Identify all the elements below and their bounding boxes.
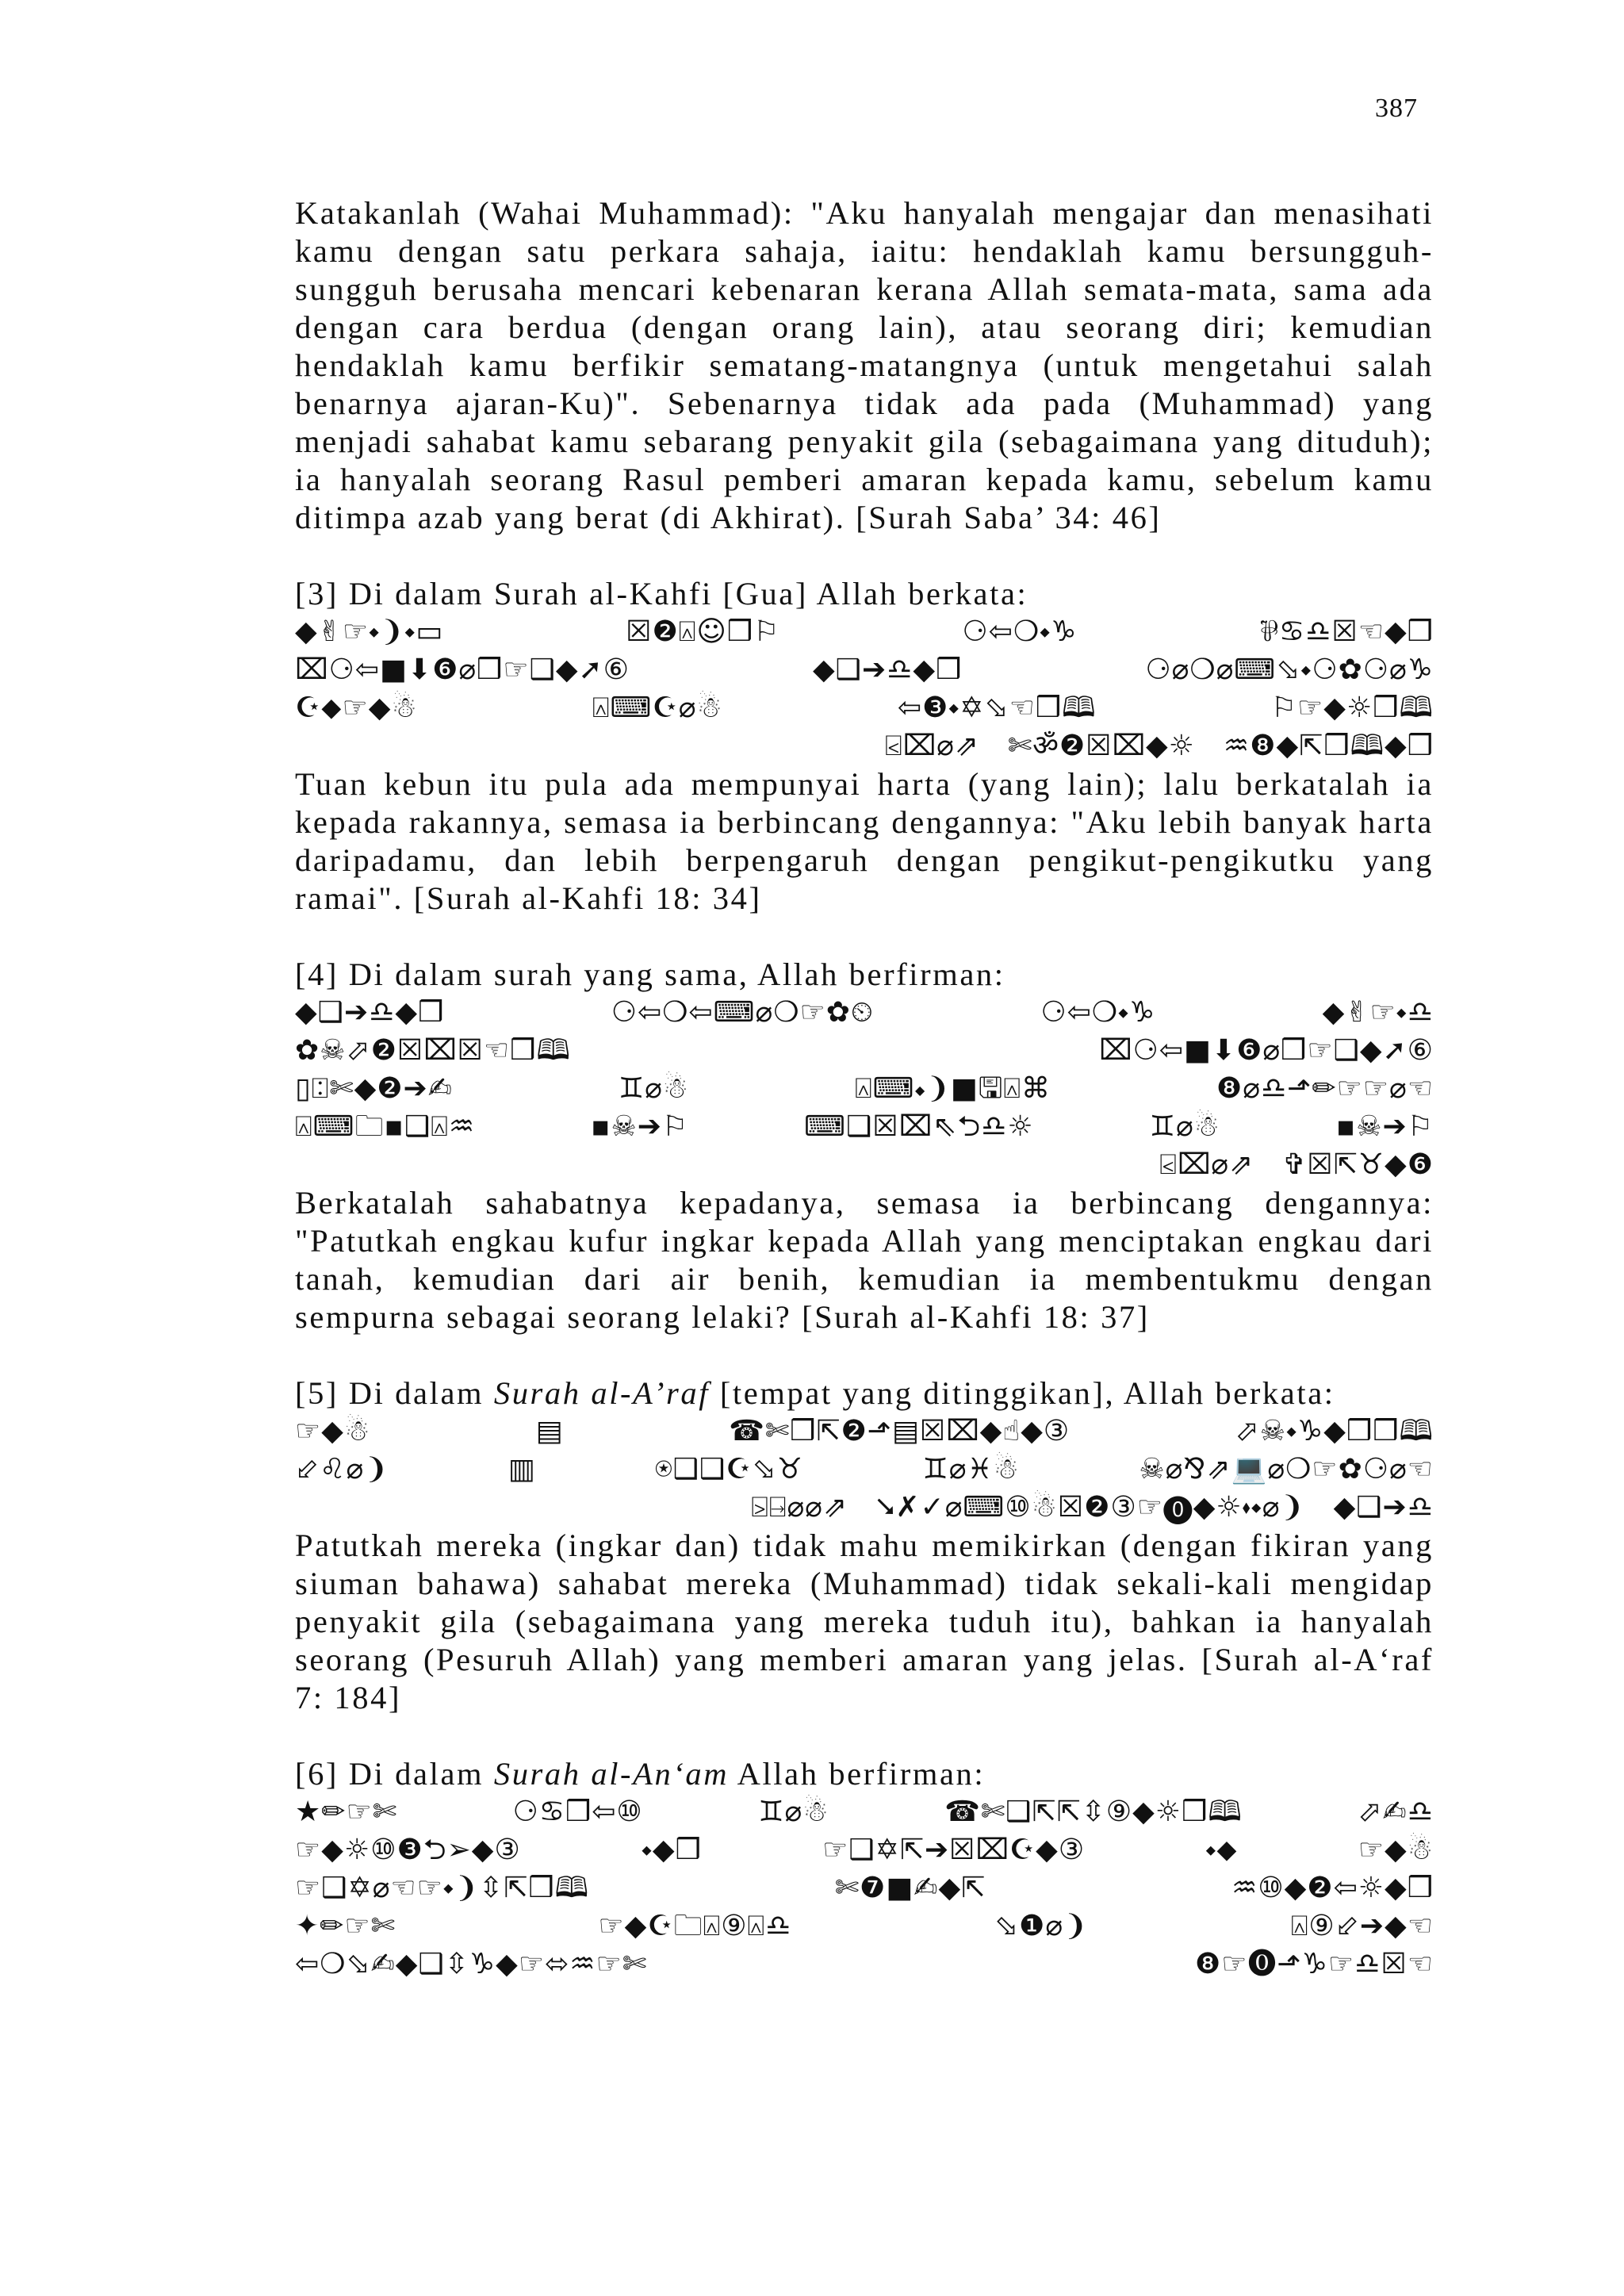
verse-line — [295, 1451, 1434, 1489]
verse-word: ⌨❑☒⌧⇖⮌♎☼ — [804, 1110, 1034, 1143]
verse-line — [295, 1489, 1434, 1527]
verse-word: ⍟❑❑☪⬂♉ — [655, 1453, 803, 1485]
verse-word: ⅌♋♎☒☜◆❒ — [1259, 615, 1434, 648]
verse-word: ⌧⚆⇦■⬇❻⌀❒☞❑◆➚⑥ — [295, 654, 630, 686]
verse-word: ⍓⑨⬃➔◆☜ — [1290, 1910, 1434, 1942]
verse-word: ▯⍠✄◆❷➔✍ — [295, 1072, 453, 1105]
verse-word: ▤ — [535, 1415, 564, 1447]
verse-word: ☒❷⍓☺❒⚐ — [626, 615, 780, 648]
verse-word: ♊⌀☃ — [618, 1072, 690, 1105]
verse-line — [295, 1793, 1434, 1831]
verse-word: ❽☞⓿⬏♑☞♎☒☜ — [1194, 1948, 1434, 1980]
verse-word: ⚆⌀❍⌀⌨⬂⬩⚆✿⚆⌀♑ — [1145, 654, 1434, 686]
surah-name: Surah al-An‘am — [493, 1756, 730, 1792]
verse-word: ◆❑➔♎ — [1333, 1491, 1434, 1524]
verse-word: ⚆⇦❍⬩♑ — [962, 615, 1078, 648]
verse-word: ✄ॐ❷☒⌧◆☼ — [1007, 730, 1195, 762]
verse-word: ✿☠⬀❷☒⌧☒☜❒🕮 — [295, 1034, 571, 1067]
verse-word: ☞❑✡⇱➔☒⌧☪◆③ — [822, 1834, 1086, 1866]
section-6-intro — [295, 1755, 1434, 1793]
verse-word: ☞◆☃ — [1358, 1834, 1434, 1866]
verse-block-5 — [295, 1412, 1434, 1527]
verse-word: ★✏☞✄ — [295, 1796, 397, 1828]
verse-word: ☎✄❒⇱❷⬏▤☒⌧◆☝◆③ — [729, 1415, 1071, 1447]
verse-word: ♒⑩◆❷⇦☼◆❒ — [1231, 1872, 1434, 1904]
verse-word: ⭨✗✓⌀⌨⑩☃☒❷③☞⓿◆☼⬪⬩⌀❩ — [875, 1491, 1305, 1524]
verse-line — [295, 994, 1434, 1032]
verse-word: ♊⌀☃ — [1149, 1110, 1220, 1143]
verse-word: ⬩⬥ — [1205, 1834, 1238, 1866]
verse-word: ⚐☞◆☼❒🕮 — [1270, 692, 1434, 724]
verse-word: ☞◆☼⑩❸⮌➢◆③ — [295, 1834, 521, 1866]
section-4-intro: [4] Di dalam surah yang sama, Allah berfirman: — [295, 956, 1005, 992]
verse-word: ⬂❶⌀❩ — [994, 1910, 1089, 1942]
verse-line — [295, 1108, 1434, 1146]
surah-name: Surah al-A’raf — [493, 1375, 710, 1411]
verse-word: ⚆⇦❍⇦⌨⌀❍☞✿⏲ — [611, 996, 874, 1029]
spacer — [295, 1336, 1434, 1374]
verse-line — [295, 1945, 1434, 1984]
verse-word: ⬀☠⬩♑◆❒❒🕮 — [1235, 1415, 1434, 1447]
intro-prefix: [5] Di dalam — [295, 1375, 494, 1411]
verse-word: ⍓⌨☪⌀☃ — [592, 692, 723, 724]
verse-word: ⌧⚆⇦■⬇❻⌀❒☞❑◆➚⑥ — [1099, 1034, 1434, 1067]
paragraph-5: Patutkah mereka (ingkar dan) tidak mahu memikirkan (dengan fikiran yang siuman bahawa) sahabat mereka (Muhammad) tidak sekali-kali mengidap penyakit gila (sebagaimana yang mereka tuduh itu), bahkan ia hanyalah seorang (Pesuruh Allah) yang memberi amaran yang jelas. [Surah al-A‘raf 7: 184] — [295, 1527, 1434, 1715]
verse-word: ⬀✍♎ — [1358, 1796, 1434, 1828]
section-5-intro — [295, 1374, 1434, 1412]
verse-word: ⚆♋❒⇦⑩ — [512, 1796, 643, 1828]
verse-word: ♒❽◆⇱❒🕮◆❒ — [1223, 730, 1434, 762]
intro-suffix: Allah berfirman: — [729, 1756, 986, 1792]
verse-word: ⚆⇦❍⬩♑ — [1040, 996, 1156, 1029]
verse-line — [295, 1070, 1434, 1108]
verse-word: ♊⌀♓☃ — [922, 1453, 1020, 1485]
verse-word: ◆✌☞⬩♎ — [1322, 996, 1434, 1029]
page-number: 387 — [1375, 94, 1418, 123]
spacer — [295, 1717, 1434, 1755]
verse-block-3 — [295, 613, 1434, 765]
spacer — [295, 537, 1434, 575]
verse-word: ✞☒⇱♉◆❻ — [1282, 1148, 1434, 1181]
verse-word: ✄❼■✍◆⇱ — [834, 1872, 986, 1904]
verse-line — [295, 1032, 1434, 1070]
verse-word: ☎✄❑⇱⇱⇳⑨◆☼❒🕮 — [944, 1796, 1243, 1828]
verse-word: ☠⌀⅋⇗💻⌀❍☞✿⚆⌀☜ — [1139, 1453, 1434, 1485]
paragraph-4: Berkatalah sahabatnya kepadanya, semasa ia berbincang dengannya: "Patutkah engkau kufur ingkar kepada Allah yang menciptakan engkau dari tanah, kemudian dari air benih, kemudian ia membentukmu dengan sempurna sebagai seorang lelaki? [Surah al-Kahfi 18: 37] — [295, 1185, 1434, 1335]
verse-block-4 — [295, 994, 1434, 1184]
spacer — [295, 918, 1434, 956]
verse-word: ⬃♌⌀❩ — [295, 1453, 389, 1485]
verse-line — [295, 1412, 1434, 1451]
verse-block-6 — [295, 1793, 1434, 1984]
verse-word: ⍃⌧⌀⇗ — [1159, 1148, 1254, 1181]
intro-prefix: [6] Di dalam — [295, 1756, 494, 1792]
verse-word: ☞◆☪🗀⍓⑨⍓♎ — [598, 1910, 792, 1942]
verse-word: ◆✌☞⬩❩⬩▭ — [295, 615, 444, 648]
verse-line — [295, 689, 1434, 727]
verse-line — [295, 1907, 1434, 1945]
verse-word: ☪⬥☞◆☃ — [295, 692, 418, 724]
verse-word: ⍄⍈⌀⌀⇗ — [751, 1491, 848, 1524]
verse-word: ▥ — [508, 1453, 536, 1485]
verse-word: ◆❑➔♎◆❒ — [295, 996, 445, 1029]
verse-word: ☞❑✡⌀☜☞⬩❩⇳⇱❒🕮 — [295, 1872, 590, 1904]
paragraph-3: Tuan kebun itu pula ada mempunyai harta (yang lain); lalu berkatalah ia kepada rakannya, semasa ia berbincang dengannya: "Aku lebih banyak harta daripadamu, dan lebih berpengaruh dengan pengikut-pengikutku yang ramai". [Surah al-Kahfi 18: 34] — [295, 766, 1434, 916]
verse-word: ▪☠➔⚐ — [591, 1110, 689, 1143]
verse-word: ▪☠➔⚐ — [1335, 1110, 1434, 1143]
verse-word: ☞◆☃ — [295, 1415, 371, 1447]
verse-word: ♊⌀☃ — [758, 1796, 829, 1828]
page-body — [295, 194, 1434, 1984]
verse-word: ⇦❸⬩✡⬂☜❒🕮 — [897, 692, 1097, 724]
verse-word: ⍓⌨🗀▪❑⍓♒ — [295, 1110, 476, 1143]
verse-word: ⍃⌧⌀⇗ — [884, 730, 979, 762]
verse-line — [295, 1831, 1434, 1869]
verse-word: ⬩◆❒ — [641, 1834, 702, 1866]
verse-line — [295, 1146, 1434, 1184]
verse-word: ✦✏☞✄ — [295, 1910, 396, 1942]
verse-line — [295, 727, 1434, 765]
verse-line — [295, 613, 1434, 651]
verse-word: ⇦❍⬂✍◆❑⇳♑◆☞⬄♒☞✄ — [295, 1948, 647, 1980]
intro-suffix: [tempat yang ditinggikan], Allah berkata: — [710, 1375, 1335, 1411]
verse-word: ⍓⌨⬩❩■🖫⍓⌘ — [855, 1072, 1051, 1105]
verse-line — [295, 651, 1434, 689]
verse-word: ◆❑➔♎◆❒ — [813, 654, 963, 686]
section-3-intro: [3] Di dalam Surah al-Kahfi [Gua] Allah berkata: — [295, 576, 1028, 611]
verse-line — [295, 1869, 1434, 1907]
verse-word: ❽⌀♎⬏✏☞☞⌀☜ — [1216, 1072, 1434, 1105]
paragraph-1: Katakanlah (Wahai Muhammad): "Aku hanyalah mengajar dan menasihati kamu dengan satu perkara sahaja, iaitu: hendaklah kamu bersungguh-sungguh berusaha mencari kebenaran kerana Allah semata-mata, sama ada dengan cara berdua (dengan orang lain), atau seorang diri; kemudian hendaklah kamu berfikir sematang-matangnya (untuk mengetahui salah benarnya ajaran-Ku)". Sebenarnya tidak ada pada (Muhammad) yang menjadi sahabat kamu sebarang penyakit gila (sebagaimana yang dituduh); ia hanyalah seorang Rasul pemberi amaran kepada kamu, sebelum kamu ditimpa azab yang berat (di Akhirat). [Surah Saba’ 34: 46] — [295, 195, 1434, 535]
